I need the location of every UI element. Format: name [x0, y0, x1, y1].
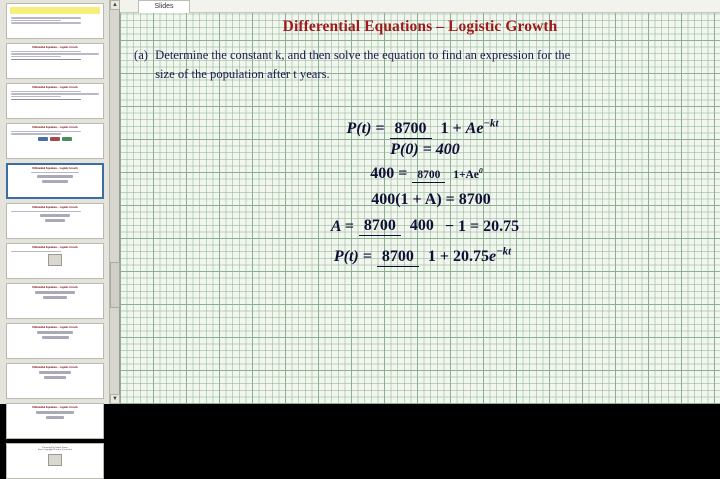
den-exponent: 0: [478, 166, 483, 175]
credits-line-2: Some Copyrights Noted or Licensed as: [37, 449, 73, 451]
list-item[interactable]: [6, 203, 104, 239]
math-line-5-denominator: 400: [409, 217, 434, 235]
math-line-1-fraction: [390, 118, 504, 139]
credits-line-1: Presented by James Sousa: [42, 446, 68, 449]
math-line-2: [130, 141, 720, 159]
tab-slides[interactable]: Slides: [138, 0, 190, 13]
list-item[interactable]: [6, 3, 104, 39]
page-title: Differential Equations – Logistic Growth: [282, 18, 558, 35]
den-text: 1+Ae: [453, 168, 479, 181]
thumbnail-title: Differential Equations – Logistic Growth: [32, 406, 78, 409]
thumbnail-graph-icon: [48, 254, 62, 266]
math-line-3-fraction: [412, 166, 488, 182]
thumbnail-strip[interactable]: [0, 0, 110, 451]
prompt-label: (a): [134, 48, 148, 62]
slide-thumbnail-panel: [0, 0, 120, 451]
math-line-4-text: 400(1 + A) = 8700: [371, 191, 491, 209]
panel-scrollbar[interactable]: [109, 0, 119, 404]
math-line-3: [138, 165, 720, 183]
math-line-5-fraction: [359, 217, 439, 236]
den-exponent: −kt: [496, 246, 512, 259]
list-item[interactable]: [6, 403, 104, 439]
math-line-6-lhs: P(t) =: [333, 247, 372, 265]
math-line-4: [142, 191, 720, 209]
list-item[interactable]: [6, 243, 104, 279]
list-item[interactable]: [6, 323, 104, 359]
math-line-6-denominator: [423, 247, 516, 265]
list-item[interactable]: [6, 123, 104, 159]
math-line-5-numerator: 8700: [359, 217, 401, 236]
thumbnail-title: Differential Equations – Logistic Growth: [32, 86, 78, 89]
den-exponent: −kt: [483, 118, 499, 130]
math-line-3-numerator: 8700: [412, 169, 445, 183]
scroll-down-arrow-icon[interactable]: ▼: [110, 394, 120, 404]
list-item[interactable]: [6, 283, 104, 319]
list-item[interactable]: [6, 43, 104, 79]
thumbnail-title: Differential Equations – Logistic Growth: [32, 246, 78, 249]
scroll-up-arrow-icon[interactable]: ▲: [110, 0, 120, 10]
list-item[interactable]: [6, 83, 104, 119]
den-prefix: 1 + 20.75: [427, 248, 489, 266]
thumbnail-title: Differential Equations – Logistic Growth: [32, 46, 78, 49]
den-prefix: 1 +: [440, 120, 466, 138]
math-line-1-denominator: [436, 119, 504, 137]
den-exp-base: e: [488, 248, 497, 266]
math-line-1-numerator: 8700: [390, 120, 432, 139]
math-line-5-lhs: A =: [330, 217, 354, 235]
thumbnail-title: Differential Equations – Logistic Growth: [32, 366, 78, 369]
list-item[interactable]: [6, 363, 104, 399]
den-A: A: [465, 120, 477, 138]
thumbnail-chip-row: [10, 137, 100, 141]
math-line-6-fraction: [377, 246, 516, 267]
math-line-1: [130, 118, 720, 139]
den-exp-base: e: [476, 120, 484, 138]
math-line-5: [130, 217, 720, 236]
scrollbar-thumb[interactable]: [110, 262, 120, 308]
highlight-block: [10, 7, 100, 14]
ribbon-bar: [120, 0, 720, 13]
thumbnail-title: Differential Equations – Logistic Growth: [32, 126, 78, 129]
math-line-6: [130, 246, 720, 267]
math-line-6-numerator: 8700: [377, 248, 419, 267]
math-derivation: [120, 118, 720, 273]
math-line-1-lhs: P(t) =: [346, 119, 385, 137]
math-line-3-denominator: [448, 168, 488, 181]
thumbnail-title: Differential Equations – Logistic Growth: [32, 206, 78, 209]
slide-canvas: [120, 13, 720, 404]
math-line-3-lhs: 400 =: [370, 165, 408, 183]
license-badge-icon: [48, 454, 62, 466]
question-prompt: [134, 46, 654, 84]
math-line-2-text: P(0) = 400: [390, 141, 460, 159]
thumbnail-title: Differential Equations – Logistic Growth: [32, 167, 78, 170]
thumbnail-title: Differential Equations – Logistic Growth: [32, 326, 78, 329]
list-item-selected[interactable]: [6, 163, 104, 199]
math-line-5-tail: − 1 = 20.75: [444, 217, 520, 235]
prompt-text: Determine the constant k, and then solve the equation to find an expression for the size of the population after t years.: [155, 48, 571, 81]
list-item[interactable]: [6, 443, 104, 479]
thumbnail-title: Differential Equations – Logistic Growth: [32, 286, 78, 289]
